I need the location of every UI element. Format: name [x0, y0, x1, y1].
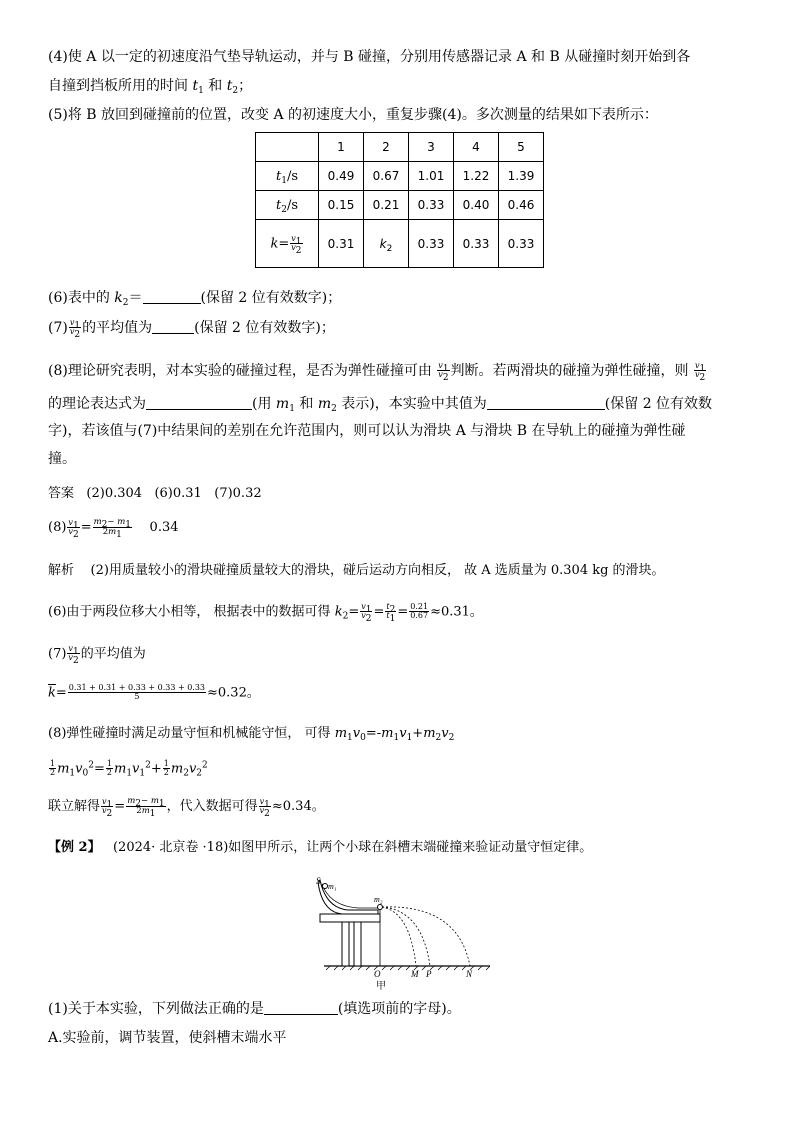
label-m1: m₁: [328, 882, 337, 891]
label-S: S: [316, 876, 321, 886]
label-N: N: [466, 969, 473, 979]
row-label-t1: $t_1/s$: [256, 162, 319, 191]
trajectory-N: [382, 907, 470, 966]
label-M: M: [411, 969, 419, 979]
table-cell: 0.33: [409, 220, 454, 268]
table-row-k: [256, 220, 544, 268]
table-cell: 0.33: [409, 191, 454, 220]
table-cell: 1.01: [409, 162, 454, 191]
answer-8-line: (8) $\frac{v_1}{v_2}$ = $\frac{m_2- m_1}{2m_1}$ 0.34: [48, 517, 179, 540]
analysis-p2: 解析 (2)用质量较小的滑块碰撞质量较大的滑块，碰后运动方向相反， 故 A 选质量为 0.304 kg 的滑块。: [48, 563, 665, 578]
q8-line1: (8)理论研究表明，对本实验的碰撞过程，是否为弹性碰撞可由 $\frac{v_1}{v_2}$ 判断。若两滑块的碰撞为弹性碰撞，则 $\frac{v_1}{v_2}$: [48, 361, 706, 384]
table-top: [320, 914, 380, 922]
label-O: O: [374, 969, 381, 979]
q4-line1: (4)使 A 以一定的初速度沿气垫导轨运动，并与 B 碰撞，分别用传感器记录 A 和 B 从碰撞时刻开始到各: [48, 49, 691, 65]
analysis-kbar: $\overline{k}=$ $\frac{0.31 + 0.31 + 0.33 + 0.33 + 0.33}{5}$ ≈0.32。: [48, 683, 260, 702]
figure-caption: 甲: [376, 981, 386, 992]
table-cell: 0.67: [364, 162, 409, 191]
example2-line: 【例 2】 (2024· 北京卷 ·18)如图甲所示，让两个小球在斜槽末端碰撞来验证动量守恒定律。: [48, 840, 593, 855]
table-cell: 1.22: [454, 162, 499, 191]
answer-blank[interactable]: [143, 290, 201, 304]
table-cell: 1.39: [499, 162, 544, 191]
q8-line4: 撞。: [48, 451, 76, 467]
table-header-row: [256, 133, 544, 162]
table-header-cell: 1: [319, 133, 364, 162]
analysis-energy: $\frac{1}{2}$ $m_1v_0^2=$ $\frac{1}{2}$ $m_1v_1^2+$ $\frac{1}{2}$ $m_2v_2^2$: [50, 759, 208, 779]
label-P: P: [426, 969, 432, 979]
table-cell: 0.49: [319, 162, 364, 191]
analysis-p7: (7) $\frac{v_1}{v_2}$ 的平均值为: [48, 644, 146, 667]
answer-blank[interactable]: [487, 396, 605, 410]
experiment-figure: [316, 874, 498, 992]
table-header-cell: 3: [409, 133, 454, 162]
table-cell: 0.31: [319, 220, 364, 268]
answer-blank[interactable]: [152, 320, 194, 334]
ball-m1-icon: [323, 884, 328, 889]
answer-blank[interactable]: [146, 396, 252, 410]
q6-line: (6)表中的 $k_2=$ (保留 2 位有效数字)；: [48, 290, 342, 308]
table-cell: 0.21: [364, 191, 409, 220]
answer-blank[interactable]: [264, 1001, 338, 1015]
answer-line: 答案 (2)0.304 (6)0.31 (7)0.32: [48, 486, 262, 501]
table-header-cell: 5: [499, 133, 544, 162]
table-cell: 0.33: [454, 220, 499, 268]
q5-line1: (5)将 B 放回到碰撞前的位置，改变 A 的初速度大小，重复步骤(4)。多次测量的结果如下表所示：: [48, 107, 658, 123]
table-cell: $k_2$: [364, 220, 409, 268]
table-row-t2: [256, 191, 544, 220]
measurement-table: [255, 132, 544, 268]
table-row-t1: [256, 162, 544, 191]
row-label-t2: $t_2/s$: [256, 191, 319, 220]
analysis-solve: 联立解得 $\frac{v_1}{v_2}$ = $\frac{m_2- m_1}{2m_1}$ ，代入数据可得 $\frac{v_1}{v_2}$ ≈0.34。: [48, 796, 325, 819]
table-leg-left: [342, 922, 349, 966]
table-header-cell: 4: [454, 133, 499, 162]
label-m2: m₂: [374, 895, 383, 904]
q1-option-a: A.实验前，调节装置，使斜槽末端水平: [48, 1030, 287, 1046]
ball-m2-icon: [378, 905, 383, 910]
table-cell: 0.40: [454, 191, 499, 220]
trajectory-M: [382, 907, 416, 966]
table-cell: 0.33: [499, 220, 544, 268]
table-cell: 0.46: [499, 191, 544, 220]
table-leg-right: [354, 922, 361, 966]
analysis-p6: (6)由于两段位移大小相等， 根据表中的数据可得 $k_2=$ $\frac{v_1}{v_2}$ = $\frac{t_2}{t_1}$ = $\frac{0.21}{0.67}$ ≈0.31。: [48, 602, 483, 625]
q4-line2: 自撞到挡板所用的时间 $t_1$ 和 $t_2$；: [48, 78, 253, 96]
row-label-k: k= $\frac{v_1}{v_2}$: [256, 220, 319, 268]
q1-line: (1)关于本实验，下列做法正确的是 (填选项前的字母)。: [48, 1001, 461, 1017]
table-cell: 0.15: [319, 191, 364, 220]
q8-line3: 字)，若该值与(7)中结果间的差别在允许范围内，则可以认为滑块 A 与滑块 B 在导轨上的碰撞为弹性碰: [48, 423, 686, 439]
q8-line2: 的理论表达式为 (用 $m_1$ 和 $m_2$ 表示)，本实验中其值为 (保留 2 位有效数: [48, 396, 713, 414]
trajectory-P: [382, 907, 430, 966]
q7-line: (7) $\frac{v_1}{v_2}$ 的平均值为 (保留 2 位有效数字)；: [48, 318, 335, 341]
table-header-cell: 2: [364, 133, 409, 162]
analysis-p8: (8)弹性碰撞时满足动量守恒和机械能守恒， 可得 $m_1v_0=-m_1v_1+m_2v_2$: [48, 726, 455, 743]
